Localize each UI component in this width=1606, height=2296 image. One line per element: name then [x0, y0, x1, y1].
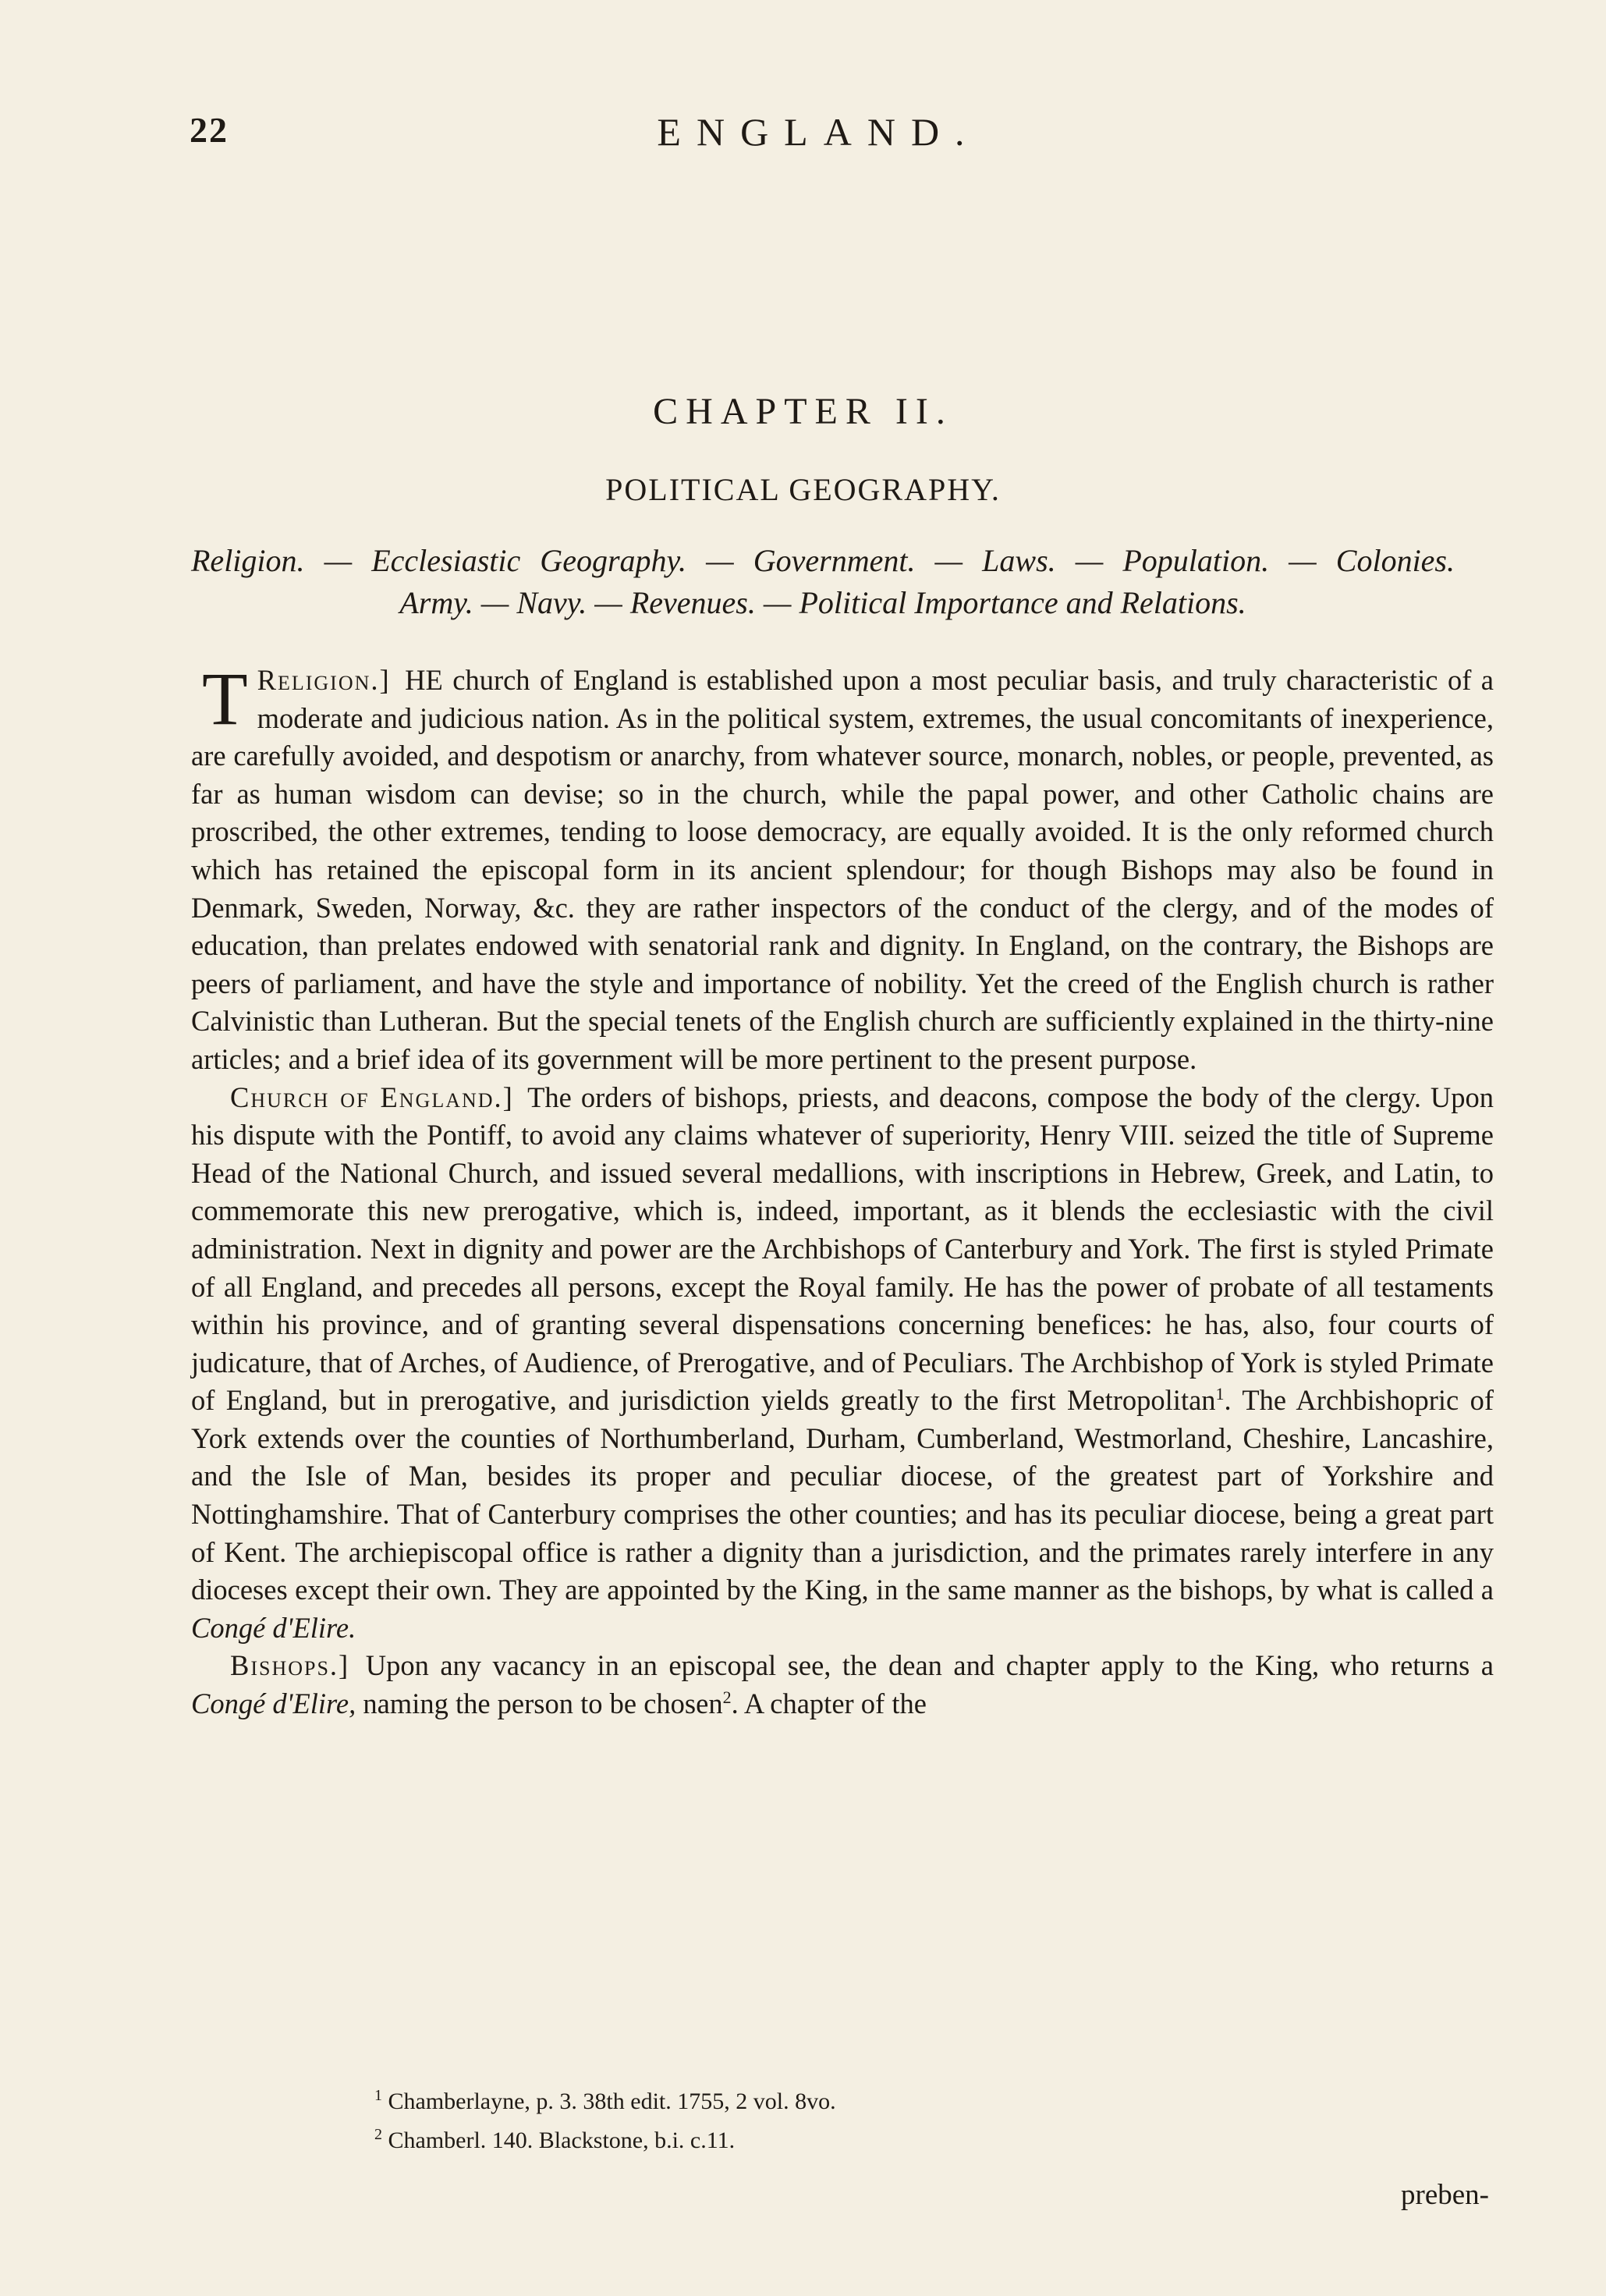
footnote-ref-2: 2	[722, 1687, 732, 1707]
footnote-mark-2: 2	[374, 2126, 382, 2143]
paragraph-text: The orders of bishops, priests, and deacons, compose the body of the clergy. Upon his dispute with the Pontiff, to avoid any claims whatever of superiority, Henry VIII. seized the title of Supreme Head of the National Church, and issued several medallions, with inscriptions in Hebrew, Greek, and Latin, to commemorate this new prerogative, which is, indeed, important, as it blends the ecclesiastic with the civil administration. Next in dignity and power are the Archbishops of Canterbury and York. The first is styled Primate of all England, and precedes all persons, except the Royal family. He has the power of probate of all testaments within his province, and of granting several dispensations concerning benefices: he has, also, four courts of judicature, that of Arches, of Audience, of Prerogative, and of Peculiars. The Archbishop of York is styled Primate of England, but in prerogative, and jurisdiction yields greatly to the first Metropolitan	[191, 1081, 1494, 1417]
paragraph-bishops	[191, 1647, 1494, 1723]
paragraph-text-end: . A chapter of the	[731, 1687, 927, 1720]
page-number: 22	[190, 110, 229, 150]
paragraph-text-cont: . The Archbishopric of York extends over the counties of Northumberland, Durham, Cumberland, Westmorland, Cheshire, Lancashire, and the Isle of Man, besides its proper and peculiar diocese, of the greatest part of Yorkshire and Nottinghamshire. That of Canterbury comprises the other counties; and has its peculiar diocese, being a great part of Kent. The archiepiscopal office is rather a dignity than a jurisdiction, and the primates rarely interfere in any dioceses except their own. They are appointed by the King, in the same manner as the bishops, by what is called a	[191, 1384, 1494, 1606]
paragraph-text-cont: naming the person to be chosen	[356, 1687, 723, 1720]
drop-cap: T	[202, 657, 248, 740]
paragraph-religion	[191, 657, 1494, 1079]
chapter-contents	[191, 540, 1455, 624]
chapter-heading: CHAPTER II.	[653, 391, 953, 432]
running-title: ENGLAND.	[657, 110, 980, 154]
paragraph-text: Upon any vacancy in an episcopal see, the dean and chapter apply to the King, who returns a	[365, 1649, 1494, 1682]
side-heading-bishops: Bishops.]	[230, 1649, 350, 1682]
footnote-mark-1: 1	[374, 2087, 382, 2104]
footnotes	[374, 2079, 836, 2157]
contents-line-2: Army. — Navy. — Revenues. — Political Importance and Relations.	[399, 585, 1246, 620]
footnote-1	[374, 2079, 836, 2118]
contents-line-1: Religion. — Ecclesiastic Geography. — Government. — Laws. — Population. — Colonies.	[191, 543, 1455, 578]
footnote-text-1: Chamberlayne, p. 3. 38th edit. 1755, 2 vol. 8vo.	[388, 2088, 836, 2114]
catchword: preben-	[1401, 2179, 1489, 2211]
italic-term: Congé d'Elire,	[191, 1687, 356, 1720]
footnote-2	[374, 2118, 836, 2157]
paragraph-church-of-england	[191, 1079, 1494, 1648]
footnote-ref-1: 1	[1215, 1384, 1225, 1404]
italic-term: Congé d'Elire.	[191, 1611, 356, 1644]
body-text	[191, 657, 1494, 1723]
chapter-subtitle: POLITICAL GEOGRAPHY.	[605, 472, 1001, 507]
footnote-text-2: Chamberl. 140. Blackstone, b.i. c.11.	[388, 2127, 736, 2153]
side-heading-church: Church of England.]	[230, 1081, 514, 1113]
side-heading-religion: Religion.]	[257, 664, 391, 696]
paragraph-text: HE church of England is established upon a most peculiar basis, and truly characteristic of a moderate and judicious nation. As in the political system, extremes, the usual concomitants of inexperience, are carefully avoided, and despotism or anarchy, from whatever source, monarch, nobles, or people, prevented, as far as human wisdom can devise; so in the church, while the papal power, and other Catholic chains are proscribed, the other extremes, tending to loose democracy, are equally avoided. It is the only reformed church which has retained the episcopal form in its ancient splendour; for though Bishops may also be found in Denmark, Sweden, Norway, &c. they are rather inspectors of the conduct of the clergy, and of the modes of education, than prelates endowed with senatorial rank and dignity. In England, on the contrary, the Bishops are peers of parliament, and have the style and importance of nobility. Yet the creed of the English church is rather Calvinistic than Lutheran. But the special tenets of the English church are sufficiently explained in the thirty-nine articles; and a brief idea of its government will be more pertinent to the present purpose.	[191, 664, 1494, 1075]
